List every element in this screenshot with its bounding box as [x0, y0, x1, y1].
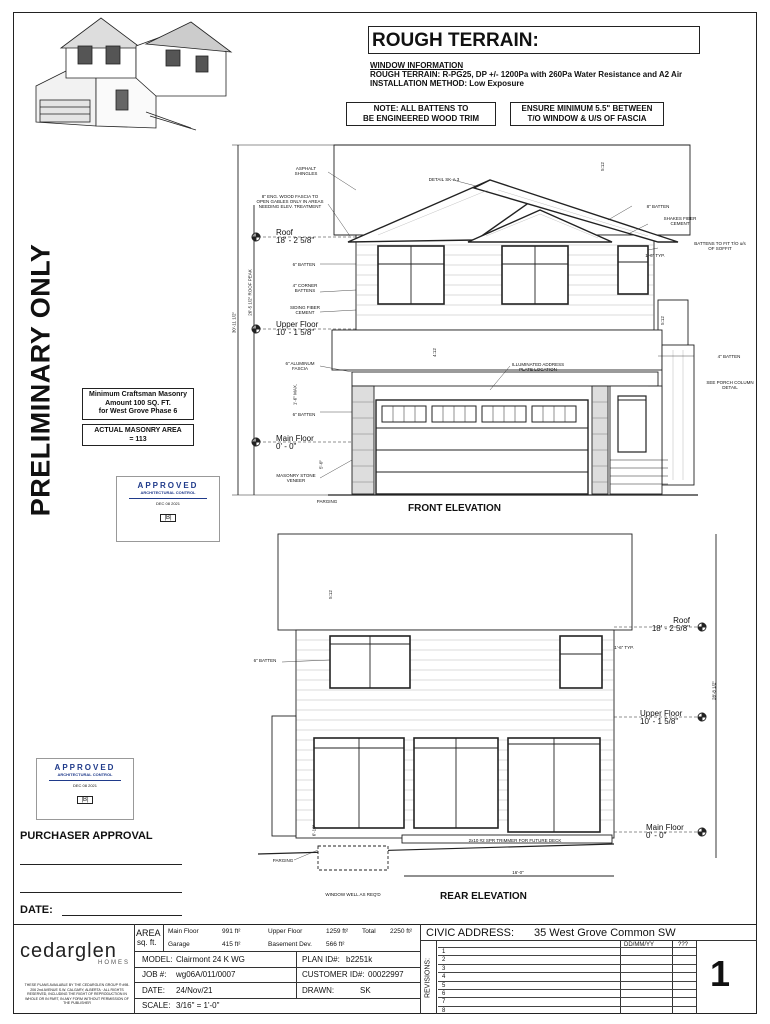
date-label: DATE:: [20, 904, 53, 916]
note-battens-box: [346, 102, 496, 126]
scale-label: SCALE:: [142, 1001, 171, 1010]
note-text: BE ENGINEERED WOOD TRIM: [362, 114, 479, 123]
roof-pitch: 5:12: [659, 316, 665, 325]
stamp-text: ARCHITECTURAL CONTROL: [140, 490, 196, 495]
front-roof-level: [276, 229, 314, 245]
level-value: 0' - 0": [646, 831, 667, 840]
note-siding: SIDING FIBER CEMENT: [289, 305, 320, 315]
garage-area-label: Garage: [168, 941, 190, 948]
window-information: [370, 61, 716, 88]
preliminary-only-label: PRELIMINARY ONLY: [25, 243, 56, 517]
rear-upper-floor-level: [640, 710, 682, 726]
revision-number: 4: [442, 974, 446, 981]
note-minimum-box: [510, 102, 664, 126]
page-title: ROUGH TERRAIN:: [368, 26, 700, 54]
garage-area-value: 415 ft²: [222, 941, 241, 948]
revision-row: [438, 1006, 696, 1016]
note-battens-fit: BATTENS TO FIT T/O u/s OF SOFFIT: [694, 241, 746, 251]
note-corner-battens: 4" CORNER BATTENS: [292, 283, 318, 293]
rear-note-typical: 1'-6" TYP.: [614, 645, 634, 650]
purchaser-approval-label: PURCHASER APPROVAL: [20, 830, 153, 842]
front-main-floor-level: [276, 435, 314, 451]
brand-sub: HOMES: [97, 960, 130, 966]
rear-dimension-small: 6'-10": [311, 824, 317, 837]
customer-id-value: 00022997: [368, 970, 404, 979]
main-floor-area-value: 991 ft²: [222, 928, 241, 935]
rear-elevation-label: REAR ELEVATION: [440, 891, 527, 902]
level-label: Upper Floor: [276, 320, 319, 329]
basement-area-value: 566 ft²: [326, 941, 345, 948]
rear-note-parging: PARGING: [272, 858, 294, 863]
rear-roof-pitch: 5:12: [327, 590, 333, 599]
rear-note-trimmer: 2x10 #2 SPR TRIMMER FOR FUTURE DECK: [468, 838, 562, 843]
approved-stamp: [116, 476, 220, 542]
level-value: 10' - 1 5/8": [640, 717, 679, 726]
level-value: 18' - 2 5/8": [276, 236, 315, 245]
note-aluminum-fascia: 6" ALUMINUM FASCIA: [285, 361, 315, 371]
note-asphalt: ASPHALT SHINGLES: [294, 166, 318, 176]
brand-name: cedarglen: [20, 940, 117, 962]
note-batten: 4" BATTEN: [717, 354, 741, 359]
revision-number: 7: [442, 999, 446, 1006]
note-batten: 6" BATTEN: [292, 412, 316, 417]
roof-pitch: 5:12: [599, 162, 605, 171]
note-address-plate: ILLUMINATED ADDRESS PLATE LOCATION: [511, 362, 565, 372]
house-perspective-sketch: [26, 16, 246, 132]
customer-id-label: CUSTOMER ID#:: [302, 970, 365, 979]
masonry-text: ACTUAL MASONRY AREA: [94, 427, 182, 434]
revision-number: 2: [442, 957, 446, 964]
level-label: Roof: [673, 616, 690, 625]
drawn-value: SK: [360, 986, 371, 995]
dimension-roof-peak: 26'-5 1/2" ROOF PEAK: [247, 269, 253, 316]
plan-id-value: b2251k: [346, 955, 373, 964]
masonry-text: Minimum Craftsman Masonry: [88, 391, 188, 398]
window-info-line: INSTALLATION METHOD: Low Exposure: [370, 79, 524, 88]
note-shakes: SHAKES FIBER CEMENT: [663, 216, 697, 226]
revision-extra-header: ???: [678, 942, 689, 948]
dimension-max: 1'-6" MAX.: [292, 383, 298, 406]
job-value: wg06A/011/0007: [176, 970, 236, 979]
drawn-label: DRAWN:: [302, 986, 335, 995]
front-elevation-label: FRONT ELEVATION: [408, 503, 501, 514]
level-value: 0' - 0": [276, 442, 297, 451]
stamp-logo: |B|: [160, 514, 175, 522]
window-info-heading: WINDOW INFORMATION: [370, 61, 464, 70]
model-value: Clairmont 24 K WG: [176, 955, 245, 964]
level-label: Upper Floor: [640, 709, 683, 718]
plan-id-label: PLAN ID#:: [302, 955, 340, 964]
area-label: AREA: [136, 928, 161, 938]
rear-roof-level: [646, 617, 690, 633]
sheet-number: 1: [710, 953, 731, 994]
stamp-date: DEC 08 2021: [72, 783, 97, 788]
civic-address-label: CIVIC ADDRESS:: [426, 927, 515, 939]
note-typical: 1'-6" TYP.: [645, 253, 665, 258]
revision-date-header: DD/MM/YY: [624, 942, 654, 948]
revision-number: 3: [442, 965, 446, 972]
stamp-text: ARCHITECTURAL CONTROL: [57, 772, 113, 777]
signature-line: [20, 892, 182, 893]
date-label: DATE:: [142, 986, 165, 995]
window-info-line: ROUGH TERRAIN: R-PG25, DP +/- 1200Pa with 260Pa Water Resistance and A2 Air: [370, 70, 683, 79]
rear-dimension-height: 28'-8 1/2": [711, 681, 717, 700]
stamp-text: APPROVED: [54, 763, 116, 772]
rear-note-batten: 6" BATTEN: [253, 658, 277, 663]
level-label: Roof: [276, 228, 293, 237]
note-text: NOTE: ALL BATTENS TO: [373, 104, 469, 113]
masonry-actual-box: [82, 424, 194, 446]
revision-number: 6: [442, 991, 446, 997]
note-batten: 6" BATTEN: [292, 262, 316, 267]
stamp-text: APPROVED: [137, 481, 199, 490]
scale-value: 3/16" = 1'-0": [176, 1001, 220, 1010]
level-label: Main Floor: [276, 434, 314, 443]
dimension-total-height: 30'-11 1/2": [231, 311, 237, 334]
revisions-label: REVISIONS:: [424, 957, 432, 999]
approved-stamp: [36, 758, 134, 820]
rear-note-window-well: WINDOW WELL AS REQ'D: [325, 892, 381, 897]
masonry-minimum-box: [82, 388, 194, 420]
masonry-text: for West Grove Phase 6: [98, 408, 178, 415]
disclaimer-text: THESE PLANS AVAILABLE BY THE CEDARGLEN GROUP ® #98-206 2nd AVENUE S.W. CALGARY, ALBERTA · ALL RIGHTS RESERVED, INCLUDING THE RIGHT OF REPRODUCTION IN WHOLE OR IN PART, IN ANY FORM WITHOUT PERMISSION OF THE PUBLISHER: [24, 983, 130, 1005]
masonry-text: = 113: [129, 435, 147, 443]
dimension-masonry: 5'-0": [318, 460, 324, 469]
note-fascia: 8" ENG. WOOD FASCIA TO OPEN GABLES ONLY IN AREAS NEEDING ELEV. TREATMENT: [256, 194, 324, 209]
main-floor-area-label: Main Floor: [168, 928, 199, 935]
roof-pitch: 4:12: [431, 348, 437, 357]
job-label: JOB #:: [142, 970, 167, 979]
level-value: 18' - 2 5/8": [651, 624, 690, 633]
stamp-logo: |B|: [77, 796, 92, 804]
revision-number: 1: [442, 949, 446, 955]
note-text: T/O WINDOW & U/S OF FASCIA: [527, 114, 647, 123]
stamp-date: DEC 08 2021: [155, 501, 180, 506]
revision-number: 8: [442, 1007, 446, 1014]
note-detail: DETAIL SK-A 3: [428, 177, 460, 182]
note-parging: PARGING: [316, 499, 338, 504]
rear-main-floor-level: [646, 824, 684, 840]
upper-floor-area-label: Upper Floor: [268, 928, 303, 935]
signature-line: [20, 864, 182, 865]
level-label: Main Floor: [646, 823, 684, 832]
note-text: ENSURE MINIMUM 5.5" BETWEEN: [521, 104, 653, 113]
level-value: 10' - 1 5/8": [276, 328, 315, 337]
note-porch-column: SEE PORCH COLUMN DETAIL: [706, 380, 754, 390]
cedarglen-logo: [20, 940, 130, 966]
date-line: [62, 915, 182, 916]
civic-address-value: 35 West Grove Common SW: [534, 927, 676, 939]
total-area-value: 2250 ft²: [390, 928, 413, 935]
note-stone-veneer: MASONRY STONE VENEER: [276, 473, 316, 483]
model-label: MODEL:: [142, 955, 173, 964]
upper-floor-area-value: 1259 ft²: [326, 928, 349, 935]
basement-area-label: Basement Dev.: [268, 941, 312, 948]
rear-dimension-width: 16'-0": [512, 870, 524, 875]
note-batten: 8" BATTEN: [646, 204, 670, 209]
total-area-label: Total: [362, 928, 376, 935]
date-value: 24/Nov/21: [176, 986, 213, 995]
area-unit: sq. ft.: [137, 938, 157, 947]
masonry-text: Amount 100 SQ. FT.: [105, 399, 171, 407]
front-upper-floor-level: [276, 321, 318, 337]
revision-number: 5: [442, 982, 446, 989]
